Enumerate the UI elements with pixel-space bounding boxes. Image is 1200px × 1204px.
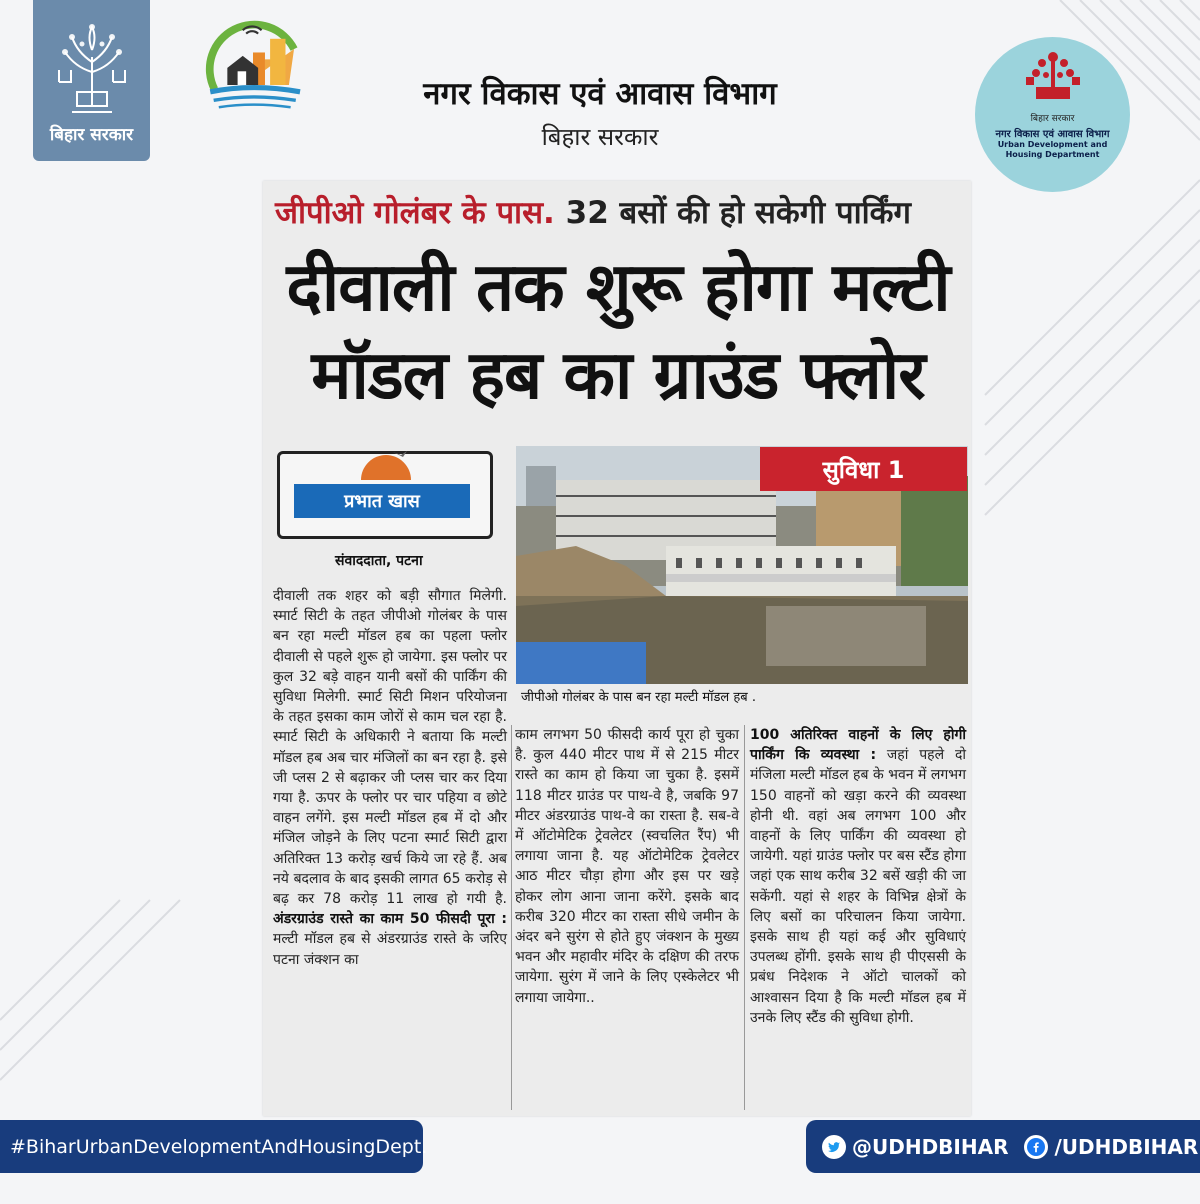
rising-sun-icon [353, 446, 419, 480]
byline: संवाददाता, पटना [335, 553, 423, 569]
udhd-logo-line2: नगर विकास एवं आवास विभाग [995, 129, 1110, 140]
suvidha-badge: सुविधा 1 [760, 447, 967, 491]
facebook-icon[interactable] [1024, 1135, 1048, 1159]
column-1-subtext: मल्टी मॉडल हब से अंडरग्राउंड रास्ते के जरिए पटना जंक्शन का [273, 931, 507, 968]
column-3-subhead: 100 अतिरिक्त वाहनों के लिए होगी पार्किंग कि व्यवस्था : [750, 727, 966, 764]
facebook-handle[interactable]: /UDHDBIHAR [1054, 1134, 1199, 1159]
social-handles-banner [806, 1120, 1200, 1173]
udhd-logo [975, 37, 1130, 192]
twitter-handle[interactable]: @UDHDBIHAR [852, 1134, 1009, 1159]
headline-line-2: मॉडल हब का ग्राउंड फ्लोर [311, 336, 925, 414]
article-headline [273, 243, 963, 419]
article-column-2 [515, 725, 739, 1008]
column-divider [511, 725, 512, 1110]
kicker-black: 32 बसों की हो सकेगी पार्किंग [565, 195, 911, 231]
newspaper-clipping [263, 181, 971, 1116]
hashtag-text: #BiharUrbanDevelopmentAndHousingDept. [10, 1135, 428, 1158]
article-kicker [275, 191, 911, 233]
hashtag-banner[interactable] [0, 1120, 428, 1173]
page-title: नगर विकास एवं आवास विभाग [423, 76, 777, 112]
patna-smart-city-logo [183, 8, 323, 160]
article-column-3 [750, 725, 966, 1028]
prabhat-khas-box [277, 451, 493, 539]
udhd-logo-line1: बिहार सरकार [1030, 114, 1075, 124]
photo-caption: जीपीओ गोलंबर के पास बन रहा मल्टी मॉडल हब . [521, 690, 756, 705]
bihar-sarkar-logo-text: बिहार सरकार [49, 125, 134, 145]
column-2-text: काम लगभग 50 फीसदी कार्य पूरा हो चुका है. कुल 440 मीटर पाथ में से 215 मीटर रास्ते का काम हो किया जा चुका है. इसमें 118 मीटर ग्राउंड पर पाथ-वे है, जबकि 97 मीटर अंडरग्राउंड पाथ-वे का रास्ता है. सब-वे में ऑटोमेटिक ट्रेवलेटर (स्वचलित रैंप) भी लगाया जाना है. यह ऑटोमेटिक ट्रेवलेटर आठ मीटर चौड़ा होगा और इस पर खड़े होकर लोग आना जाना करेंगे. इसके बाद करीब 320 मीटर का रास्ता सीधे जमीन के अंदर बने सुरंग से होते हुए जंक्शन के मुख्य भवन और महावीर मंदिर के दक्षिण की तरफ जायेगा. सुरंग में जाने के लिए एस्केलेटर भी लगाया जायेगा.. [515, 727, 739, 1006]
twitter-icon[interactable] [822, 1135, 846, 1159]
brand-label: प्रभात खास [294, 484, 470, 518]
column-divider [744, 725, 745, 1110]
bihar-sarkar-logo [33, 0, 150, 161]
page-subtitle: बिहार सरकार [541, 123, 659, 151]
bihar-emblem-icon [47, 22, 137, 118]
udhd-logo-line3: Urban Development and Housing Department [997, 140, 1108, 159]
column-1-text: दीवाली तक शहर को बड़ी सौगात मिलेगी. स्मार्ट सिटी के तहत जीपीओ गोलंबर के पास बन रहा मल्टी मॉडल हब का पहला फ्लोर दीवाली से पहले शुरू हो जायेगा. इस फ्लोर पर कुल 32 बड़े वाहन यानी बसों की पार्किंग की सुविधा मिलेगी. स्मार्ट सिटी मिशन परियोजना के तहत इसका काम जोरों से काम चल रहा है. स्मार्ट सिटी के अधिकारी ने बताया कि मल्टी मॉडल हब अब चार मंजिलों का बन रहा है. इसे जी प्लस 2 से बढ़ाकर जी प्लस चार कर दिया गया है. ऊपर के फ्लोर पर चार पहिया व छोटे वाहन लगेंगे. इस मल्टी मॉडल हब में दो और मंजिल जोड़ने के लिए पटना स्मार्ट सिटी द्वारा अतिरिक्त 13 करोड़ खर्च किये जा रहे हैं. अब नये बदलाव के बाद इसकी लागत 65 करोड़ से बढ़ कर 78 करोड़ 11 लाख हो गयी है. [273, 588, 507, 908]
column-1-subhead: अंडरग्राउंड रास्ते का काम 50 फीसदी पूरा : [273, 911, 507, 928]
kicker-red: जीपीओ गोलंबर के पास. [275, 195, 555, 231]
udhd-emblem-icon [1024, 47, 1082, 107]
article-column-1 [273, 586, 507, 970]
column-3-text: जहां पहले दो मंजिला मल्टी मॉडल हब के भवन में लगभग 150 वाहनों को खड़ा करने की व्यवस्था होनी थी. वहां अब लगभग 100 और वाहनों के लिए पार्किंग की व्यवस्था हो जायेगी. यहां ग्राउंड फ्लोर पर बस स्टैंड होगा जहां एक साथ करीब 32 बसें खड़ी की जा सकेंगी. यहां से शहर के विभिन्न क्षेत्रों के लिए बसों का परिचालन किया जायेगा. इसके साथ ही यहां कई और सुविधाएं उपलब्ध होंगी. इसके साथ ही पीएससी के प्रबंध निदेशक ने ऑटो चालकों को आश्वासन दिया है कि मल्टी मॉडल हब में उनके लिए स्टैंड की सुविधा होगी. [750, 747, 966, 1026]
headline-line-1: दीवाली तक शुरू होगा मल्टी [286, 248, 950, 326]
psc-logo-icon [183, 8, 323, 138]
